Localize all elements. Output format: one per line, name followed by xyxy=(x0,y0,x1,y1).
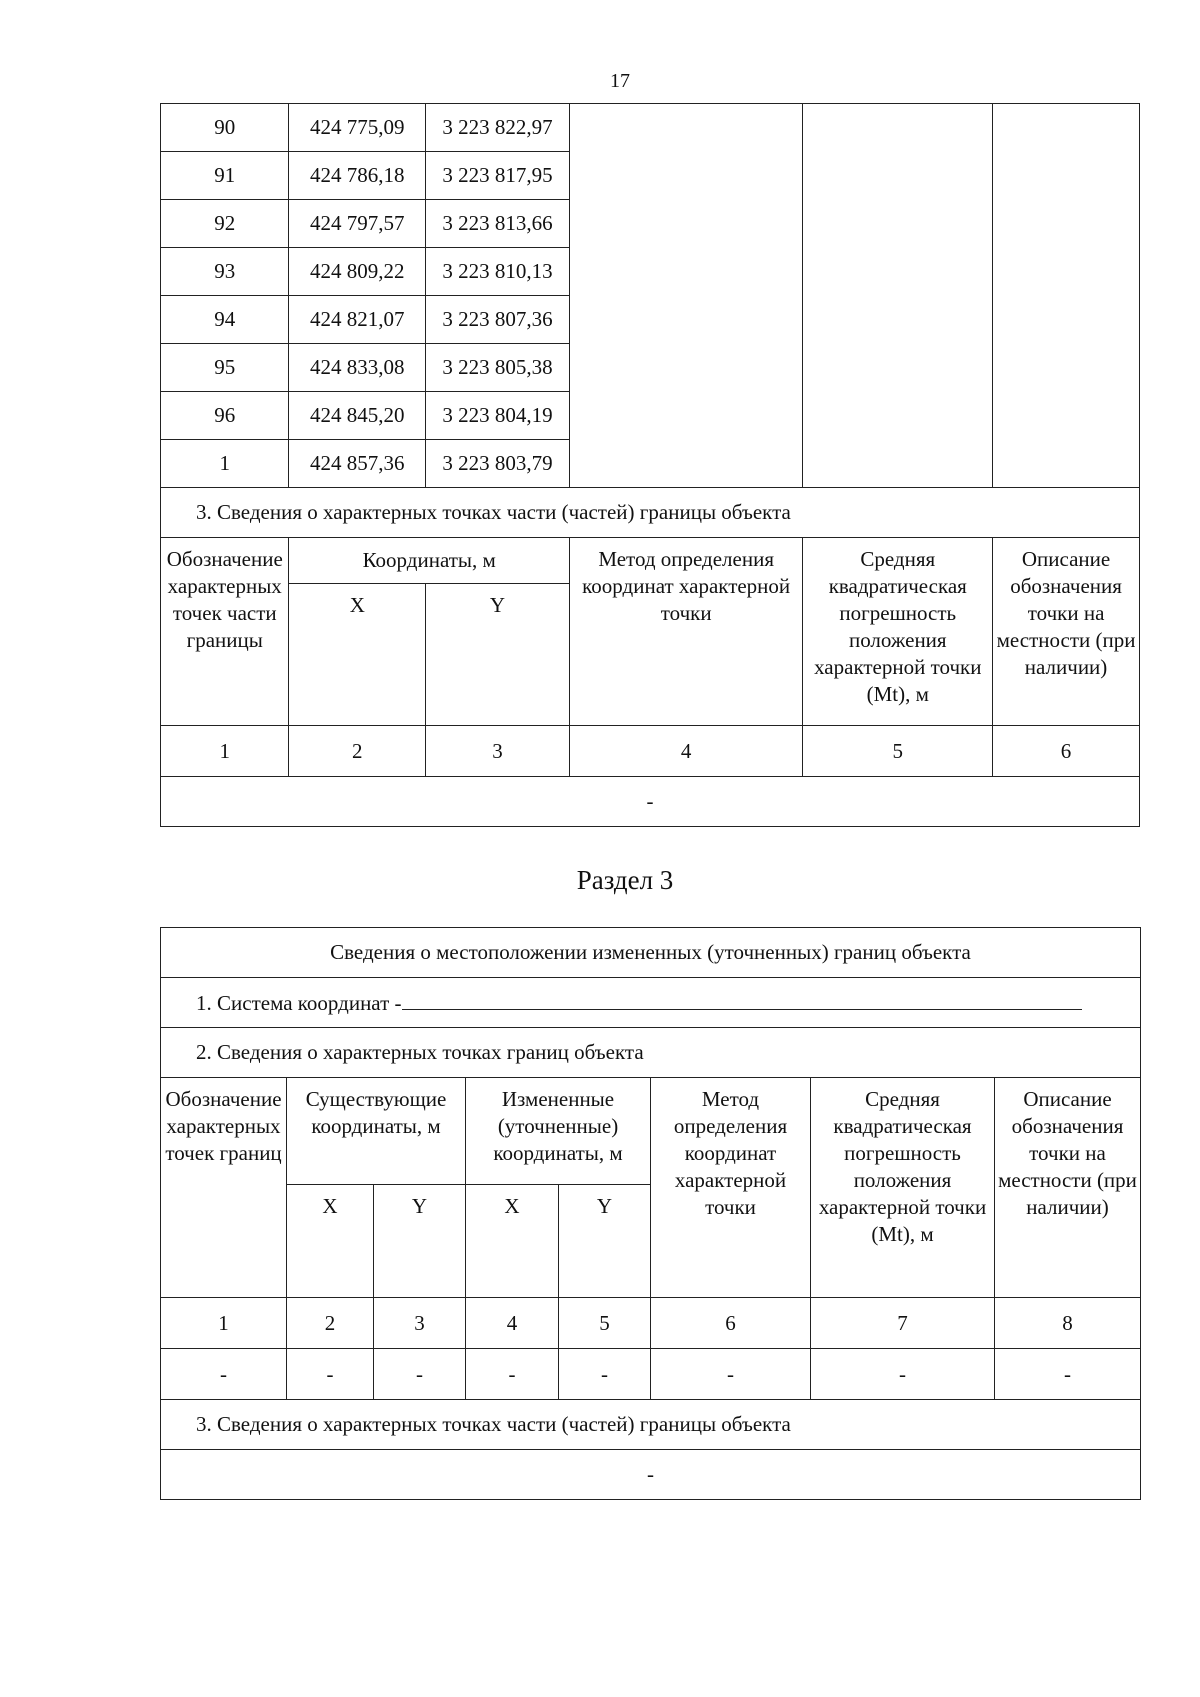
coord-x: 424 775,09 xyxy=(289,104,426,152)
column-number: 5 xyxy=(559,1298,651,1349)
coord-x: 424 845,20 xyxy=(289,392,426,440)
header-x: X xyxy=(287,1185,374,1298)
blank-line xyxy=(402,989,1082,1010)
header-x: X xyxy=(289,584,426,726)
coord-system-label: 1. Система координат - xyxy=(196,990,402,1015)
header-designation: Обозначение характерных точек границ xyxy=(161,1078,287,1298)
column-number: 5 xyxy=(803,726,993,777)
coord-system-line xyxy=(161,978,1141,1028)
point-number: 94 xyxy=(161,296,289,344)
coord-x: 424 786,18 xyxy=(289,152,426,200)
description-cell xyxy=(993,104,1140,488)
table-title: Сведения о местоположении измененных (уточненных) границ объекта xyxy=(161,928,1141,978)
page-number: 17 xyxy=(610,70,630,92)
coord-y: 3 223 807,36 xyxy=(426,296,570,344)
coord-y: 3 223 813,66 xyxy=(426,200,570,248)
point-number: 90 xyxy=(161,104,289,152)
coord-y: 3 223 803,79 xyxy=(426,440,570,488)
empty-cell: - xyxy=(466,1349,559,1400)
empty-cell: - xyxy=(651,1349,811,1400)
header-method: Метод определения координат характерной точки xyxy=(569,538,803,726)
empty-cell: - xyxy=(161,1349,287,1400)
coord-x: 424 797,57 xyxy=(289,200,426,248)
section-3-title: 3. Сведения о характерных точках части (частей) границы объекта xyxy=(161,488,1140,538)
coord-x: 424 857,36 xyxy=(289,440,426,488)
header-y: Y xyxy=(426,584,570,726)
empty-cell: - xyxy=(559,1349,651,1400)
header-coordinates: Координаты, м xyxy=(289,538,569,584)
column-number: 2 xyxy=(287,1298,374,1349)
empty-cell: - xyxy=(811,1349,995,1400)
column-number: 1 xyxy=(161,1298,287,1349)
empty-cell: - xyxy=(374,1349,466,1400)
points-title: 2. Сведения о характерных точках границ объекта xyxy=(161,1028,1141,1078)
empty-value: - xyxy=(161,1450,1141,1500)
column-number: 4 xyxy=(569,726,803,777)
section-heading: Раздел 3 xyxy=(576,865,674,895)
point-number: 96 xyxy=(161,392,289,440)
coord-x: 424 833,08 xyxy=(289,344,426,392)
point-number: 93 xyxy=(161,248,289,296)
column-number: 3 xyxy=(374,1298,466,1349)
header-accuracy: Средняя квадратическая погрешность положения характерной точки (Mt), м xyxy=(811,1078,995,1298)
coord-y: 3 223 804,19 xyxy=(426,392,570,440)
point-number: 95 xyxy=(161,344,289,392)
coord-x: 424 821,07 xyxy=(289,296,426,344)
coord-y: 3 223 805,38 xyxy=(426,344,570,392)
header-accuracy: Средняя квадратическая погрешность положения характерной точки (Mt), м xyxy=(803,538,993,726)
column-number: 8 xyxy=(995,1298,1141,1349)
coord-x: 424 809,22 xyxy=(289,248,426,296)
table-row xyxy=(161,104,1140,152)
coord-y: 3 223 822,97 xyxy=(426,104,570,152)
header-x: X xyxy=(466,1185,559,1298)
column-number: 6 xyxy=(651,1298,811,1349)
coord-y: 3 223 810,13 xyxy=(426,248,570,296)
header-existing-coordinates: Существующие координаты, м xyxy=(287,1078,466,1185)
empty-cell: - xyxy=(995,1349,1141,1400)
column-number: 6 xyxy=(993,726,1140,777)
header-description: Описание обозначения точки на местности (при наличии) xyxy=(995,1078,1141,1298)
column-number: 2 xyxy=(289,726,426,777)
section-3-title: 3. Сведения о характерных точках части (частей) границы объекта xyxy=(161,1400,1141,1450)
header-y: Y xyxy=(374,1185,466,1298)
column-number: 7 xyxy=(811,1298,995,1349)
empty-cell: - xyxy=(287,1349,374,1400)
empty-value: - xyxy=(161,777,1140,827)
point-number: 91 xyxy=(161,152,289,200)
accuracy-cell xyxy=(803,104,993,488)
coord-y: 3 223 817,95 xyxy=(426,152,570,200)
column-number: 1 xyxy=(161,726,289,777)
point-number: 92 xyxy=(161,200,289,248)
changed-boundaries-table xyxy=(160,927,1141,1500)
coordinates-table-section-2 xyxy=(160,103,1140,827)
header-changed-coordinates: Измененные (уточненные) координаты, м xyxy=(466,1078,651,1185)
header-designation: Обозначение характерных точек части границы xyxy=(161,538,289,726)
column-number: 3 xyxy=(426,726,570,777)
point-number: 1 xyxy=(161,440,289,488)
method-cell xyxy=(569,104,803,488)
column-number: 4 xyxy=(466,1298,559,1349)
header-y: Y xyxy=(559,1185,651,1298)
header-description: Описание обозначения точки на местности (при наличии) xyxy=(993,538,1140,726)
header-method: Метод определения координат характерной точки xyxy=(651,1078,811,1298)
